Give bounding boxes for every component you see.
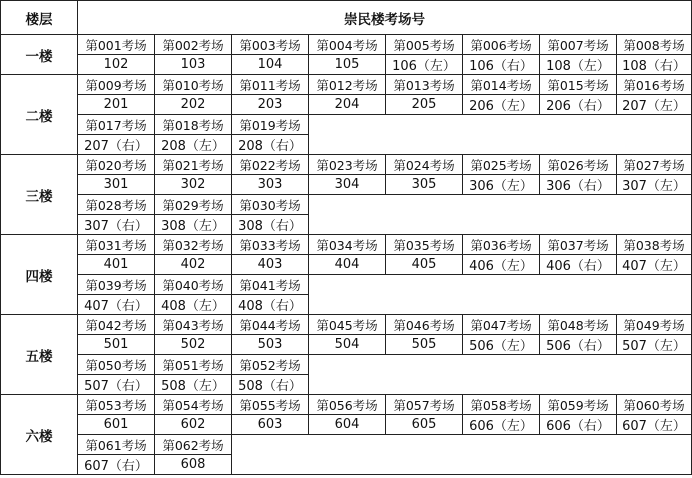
exam-number: 第033考场 bbox=[232, 235, 309, 255]
exam-number: 第005考场 bbox=[386, 35, 463, 55]
exam-number: 第055考场 bbox=[232, 395, 309, 415]
room-number-row bbox=[1, 175, 692, 195]
room-number: 503 bbox=[232, 335, 309, 355]
exam-number-row bbox=[1, 155, 692, 175]
exam-number-row bbox=[1, 235, 692, 255]
room-number: 505 bbox=[386, 335, 463, 355]
exam-number: 第052考场 bbox=[232, 355, 309, 375]
room-number: 507（左） bbox=[617, 335, 692, 355]
exam-number-row bbox=[1, 275, 692, 295]
room-number: 303 bbox=[232, 175, 309, 195]
room-number: 304 bbox=[309, 175, 386, 195]
room-number: 607（左） bbox=[617, 415, 692, 435]
room-number: 401 bbox=[78, 255, 155, 275]
exam-number-row bbox=[1, 435, 692, 455]
exam-number: 第044考场 bbox=[232, 315, 309, 335]
room-number: 407（右） bbox=[78, 295, 155, 315]
exam-number: 第041考场 bbox=[232, 275, 309, 295]
exam-number: 第050考场 bbox=[78, 355, 155, 375]
room-number: 207（左） bbox=[617, 95, 692, 115]
room-number: 408（左） bbox=[155, 295, 232, 315]
floor-label: 六楼 bbox=[1, 395, 78, 475]
exam-number: 第021考场 bbox=[155, 155, 232, 175]
room-number: 506（左） bbox=[463, 335, 540, 355]
floor-label: 四楼 bbox=[1, 235, 78, 315]
exam-number: 第039考场 bbox=[78, 275, 155, 295]
exam-number: 第030考场 bbox=[232, 195, 309, 215]
room-number: 108（右） bbox=[617, 55, 692, 75]
room-number: 608 bbox=[155, 455, 232, 475]
room-number-row bbox=[1, 95, 692, 115]
exam-number-row bbox=[1, 395, 692, 415]
exam-number: 第048考场 bbox=[540, 315, 617, 335]
exam-number: 第060考场 bbox=[617, 395, 692, 415]
room-number: 603 bbox=[232, 415, 309, 435]
room-number: 508（左） bbox=[155, 375, 232, 395]
room-number: 207（右） bbox=[78, 135, 155, 155]
room-number: 105 bbox=[309, 55, 386, 75]
exam-number: 第053考场 bbox=[78, 395, 155, 415]
room-number: 406（左） bbox=[463, 255, 540, 275]
exam-number: 第057考场 bbox=[386, 395, 463, 415]
room-number: 206（右） bbox=[540, 95, 617, 115]
room-number: 602 bbox=[155, 415, 232, 435]
floor-label: 一楼 bbox=[1, 35, 78, 75]
room-number: 208（左） bbox=[155, 135, 232, 155]
room-number: 205 bbox=[386, 95, 463, 115]
exam-number: 第015考场 bbox=[540, 75, 617, 95]
floor-label: 三楼 bbox=[1, 155, 78, 235]
room-number: 305 bbox=[386, 175, 463, 195]
room-number: 302 bbox=[155, 175, 232, 195]
exam-number: 第031考场 bbox=[78, 235, 155, 255]
exam-number: 第059考场 bbox=[540, 395, 617, 415]
empty-cell bbox=[232, 435, 692, 475]
room-number: 306（右） bbox=[540, 175, 617, 195]
room-number: 108（左） bbox=[540, 55, 617, 75]
exam-number: 第051考场 bbox=[155, 355, 232, 375]
exam-number-row bbox=[1, 355, 692, 375]
exam-number: 第049考场 bbox=[617, 315, 692, 335]
exam-number: 第047考场 bbox=[463, 315, 540, 335]
exam-number: 第013考场 bbox=[386, 75, 463, 95]
exam-number: 第014考场 bbox=[463, 75, 540, 95]
room-number-row bbox=[1, 55, 692, 75]
empty-cell bbox=[309, 115, 692, 155]
room-number: 501 bbox=[78, 335, 155, 355]
room-number: 403 bbox=[232, 255, 309, 275]
exam-number: 第025考场 bbox=[463, 155, 540, 175]
exam-number: 第022考场 bbox=[232, 155, 309, 175]
exam-number-row bbox=[1, 195, 692, 215]
exam-number: 第011考场 bbox=[232, 75, 309, 95]
exam-number: 第024考场 bbox=[386, 155, 463, 175]
exam-number: 第017考场 bbox=[78, 115, 155, 135]
floor-label: 五楼 bbox=[1, 315, 78, 395]
room-number: 307（左） bbox=[617, 175, 692, 195]
exam-number: 第032考场 bbox=[155, 235, 232, 255]
exam-number: 第046考场 bbox=[386, 315, 463, 335]
exam-number: 第028考场 bbox=[78, 195, 155, 215]
room-number: 406（右） bbox=[540, 255, 617, 275]
exam-number: 第002考场 bbox=[155, 35, 232, 55]
room-number: 508（右） bbox=[232, 375, 309, 395]
room-number: 202 bbox=[155, 95, 232, 115]
room-number: 606（右） bbox=[540, 415, 617, 435]
room-number: 106（右） bbox=[463, 55, 540, 75]
exam-number: 第035考场 bbox=[386, 235, 463, 255]
room-number: 308（右） bbox=[232, 215, 309, 235]
room-number: 507（右） bbox=[78, 375, 155, 395]
room-number: 206（左） bbox=[463, 95, 540, 115]
room-number: 308（左） bbox=[155, 215, 232, 235]
exam-number-row bbox=[1, 75, 692, 95]
room-number-row bbox=[1, 415, 692, 435]
exam-number: 第006考场 bbox=[463, 35, 540, 55]
room-number: 601 bbox=[78, 415, 155, 435]
room-number: 102 bbox=[78, 55, 155, 75]
exam-number: 第007考场 bbox=[540, 35, 617, 55]
floor-column-header: 楼层 bbox=[1, 1, 78, 35]
exam-number: 第001考场 bbox=[78, 35, 155, 55]
exam-number: 第027考场 bbox=[617, 155, 692, 175]
exam-number: 第008考场 bbox=[617, 35, 692, 55]
exam-number: 第003考场 bbox=[232, 35, 309, 55]
room-number: 605 bbox=[386, 415, 463, 435]
exam-number: 第020考场 bbox=[78, 155, 155, 175]
exam-number-row bbox=[1, 35, 692, 55]
room-number: 201 bbox=[78, 95, 155, 115]
exam-number: 第056考场 bbox=[309, 395, 386, 415]
exam-number: 第023考场 bbox=[309, 155, 386, 175]
exam-number: 第042考场 bbox=[78, 315, 155, 335]
exam-number: 第010考场 bbox=[155, 75, 232, 95]
exam-number: 第009考场 bbox=[78, 75, 155, 95]
room-number: 607（右） bbox=[78, 455, 155, 475]
exam-number: 第040考场 bbox=[155, 275, 232, 295]
room-number: 208（右） bbox=[232, 135, 309, 155]
room-number: 307（右） bbox=[78, 215, 155, 235]
room-number-row bbox=[1, 335, 692, 355]
room-number: 407（左） bbox=[617, 255, 692, 275]
exam-number: 第016考场 bbox=[617, 75, 692, 95]
empty-cell bbox=[309, 275, 692, 315]
room-number: 604 bbox=[309, 415, 386, 435]
exam-number-row bbox=[1, 315, 692, 335]
exam-number: 第018考场 bbox=[155, 115, 232, 135]
room-number: 103 bbox=[155, 55, 232, 75]
exam-number: 第004考场 bbox=[309, 35, 386, 55]
exam-number: 第038考场 bbox=[617, 235, 692, 255]
exam-number: 第058考场 bbox=[463, 395, 540, 415]
exam-number-row bbox=[1, 115, 692, 135]
exam-number: 第026考场 bbox=[540, 155, 617, 175]
header-row bbox=[1, 1, 692, 35]
room-number: 204 bbox=[309, 95, 386, 115]
exam-number: 第036考场 bbox=[463, 235, 540, 255]
exam-number: 第062考场 bbox=[155, 435, 232, 455]
room-number: 506（右） bbox=[540, 335, 617, 355]
exam-number: 第029考场 bbox=[155, 195, 232, 215]
empty-cell bbox=[309, 355, 692, 395]
room-number: 408（右） bbox=[232, 295, 309, 315]
room-number: 301 bbox=[78, 175, 155, 195]
table-body bbox=[1, 35, 692, 475]
room-number: 402 bbox=[155, 255, 232, 275]
room-number: 404 bbox=[309, 255, 386, 275]
room-number: 502 bbox=[155, 335, 232, 355]
room-number: 203 bbox=[232, 95, 309, 115]
table-title: 崇民楼考场号 bbox=[78, 1, 692, 35]
room-number: 504 bbox=[309, 335, 386, 355]
floor-label: 二楼 bbox=[1, 75, 78, 155]
room-number: 606（左） bbox=[463, 415, 540, 435]
exam-number: 第054考场 bbox=[155, 395, 232, 415]
exam-number: 第019考场 bbox=[232, 115, 309, 135]
exam-number: 第012考场 bbox=[309, 75, 386, 95]
room-number: 405 bbox=[386, 255, 463, 275]
exam-number: 第045考场 bbox=[309, 315, 386, 335]
exam-number: 第061考场 bbox=[78, 435, 155, 455]
room-number-row bbox=[1, 255, 692, 275]
empty-cell bbox=[309, 195, 692, 235]
room-number: 306（左） bbox=[463, 175, 540, 195]
exam-number: 第037考场 bbox=[540, 235, 617, 255]
exam-number: 第034考场 bbox=[309, 235, 386, 255]
exam-number: 第043考场 bbox=[155, 315, 232, 335]
room-number: 106（左） bbox=[386, 55, 463, 75]
room-number: 104 bbox=[232, 55, 309, 75]
